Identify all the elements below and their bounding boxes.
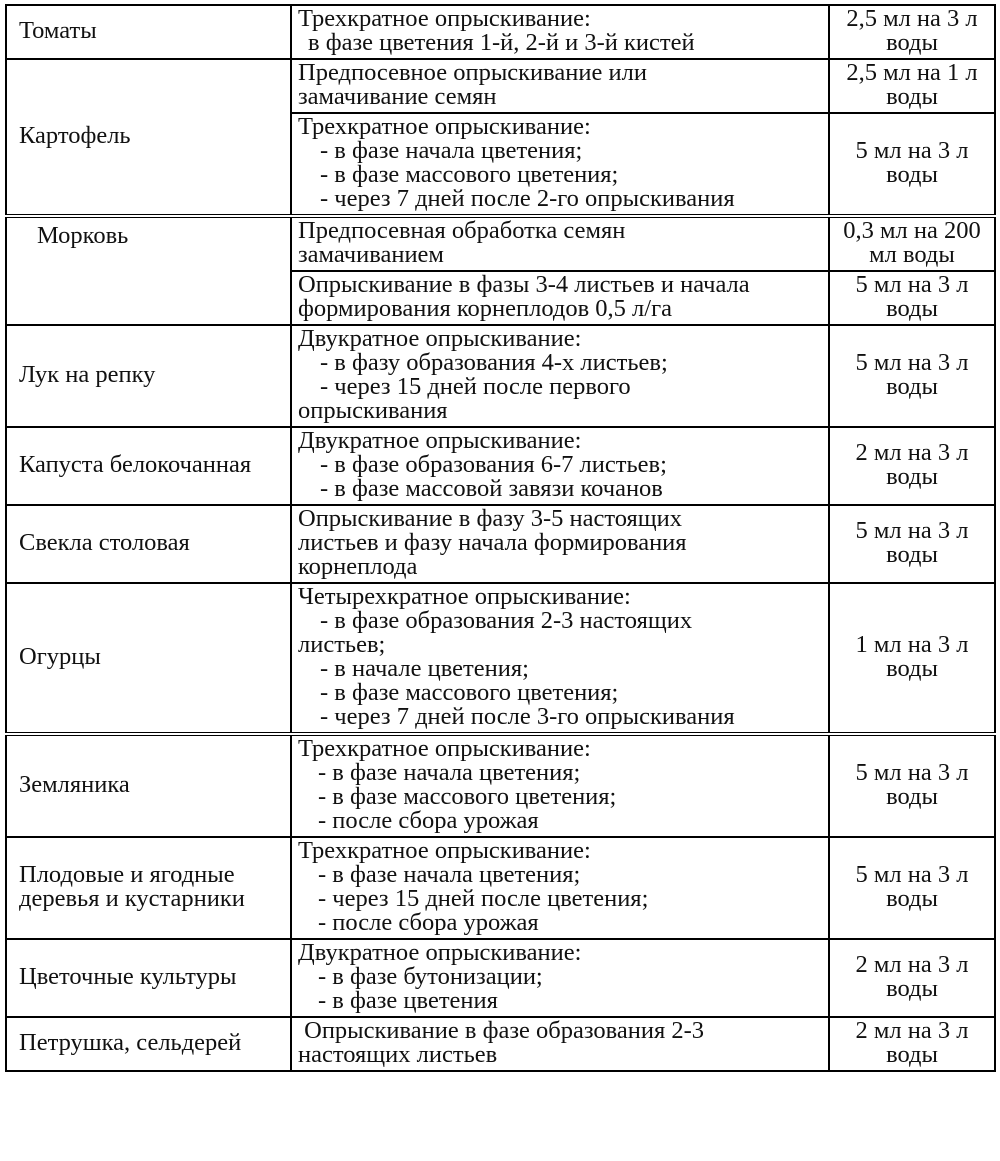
method-line: замачиванием bbox=[298, 241, 444, 268]
method-cell bbox=[291, 427, 829, 505]
dose-cell: 5 мл на 3 л воды bbox=[829, 325, 995, 427]
method-line: Предпосевное опрыскивание или bbox=[298, 59, 647, 86]
table-row bbox=[6, 325, 995, 427]
method-line: Четырехкратное опрыскивание: bbox=[298, 583, 631, 610]
method-line: опрыскивания bbox=[298, 397, 448, 424]
crop-name: Огурцы bbox=[19, 643, 101, 670]
table-row bbox=[6, 216, 995, 271]
method-line: в фазе цветения 1-й, 2-й и 3-й кистей bbox=[308, 29, 695, 56]
treatment-table bbox=[5, 4, 996, 1072]
method-line: - в фазе начала цветения; bbox=[320, 137, 583, 164]
method-line: Двукратное опрыскивание: bbox=[298, 939, 582, 966]
method-cell bbox=[291, 113, 829, 216]
method-line: листьев; bbox=[298, 631, 386, 658]
method-line: - через 15 дней после цветения; bbox=[318, 885, 649, 912]
method-cell bbox=[291, 59, 829, 113]
method-line: Двукратное опрыскивание: bbox=[298, 325, 582, 352]
method-line: - в начале цветения; bbox=[320, 655, 529, 682]
method-line: - после сбора урожая bbox=[318, 807, 539, 834]
method-line: - в фазе образования 6-7 листьев; bbox=[320, 451, 667, 478]
document-page bbox=[5, 4, 996, 1072]
method-cell bbox=[291, 734, 829, 837]
crop-name: Цветочные культуры bbox=[19, 963, 237, 990]
crop-cell bbox=[6, 216, 291, 325]
dose-cell: 2,5 мл на 3 л воды bbox=[829, 5, 995, 59]
dose-cell: 2 мл на 3 л воды bbox=[829, 1017, 995, 1071]
method-line: - в фазе массового цветения; bbox=[318, 783, 617, 810]
dose-cell: 5 мл на 3 л воды bbox=[829, 837, 995, 939]
crop-cell bbox=[6, 505, 291, 583]
method-cell bbox=[291, 837, 829, 939]
method-line: - в фазе бутонизации; bbox=[318, 963, 543, 990]
table-row bbox=[6, 59, 995, 113]
crop-name: Петрушка, сельдерей bbox=[19, 1029, 242, 1056]
method-cell bbox=[291, 271, 829, 325]
method-line: - через 15 дней после первого bbox=[320, 373, 631, 400]
table-row bbox=[6, 837, 995, 939]
dose-cell: 2 мл на 3 л воды bbox=[829, 939, 995, 1017]
dose-cell: 5 мл на 3 л воды bbox=[829, 734, 995, 837]
method-cell bbox=[291, 216, 829, 271]
method-line: Опрыскивание в фазы 3-4 листьев и начала bbox=[298, 271, 750, 298]
method-line: Трехкратное опрыскивание: bbox=[298, 735, 591, 762]
crop-cell bbox=[6, 734, 291, 837]
method-cell bbox=[291, 583, 829, 734]
crop-name: Картофель bbox=[19, 122, 131, 149]
method-line: - в фазу образования 4-х листьев; bbox=[320, 349, 668, 376]
method-line: - в фазе массового цветения; bbox=[320, 161, 619, 188]
method-line: Предпосевная обработка семян bbox=[298, 217, 626, 244]
crop-name: Капуста белокочанная bbox=[19, 451, 252, 478]
crop-cell bbox=[6, 837, 291, 939]
crop-name: Свекла столовая bbox=[19, 529, 190, 556]
method-line: настоящих листьев bbox=[298, 1041, 498, 1068]
table-row bbox=[6, 583, 995, 734]
crop-cell bbox=[6, 1017, 291, 1071]
method-cell bbox=[291, 325, 829, 427]
method-line: Опрыскивание в фазе образования 2-3 bbox=[298, 1017, 705, 1044]
method-line: - в фазе начала цветения; bbox=[318, 861, 581, 888]
method-line: Двукратное опрыскивание: bbox=[298, 427, 582, 454]
method-line: - в фазе образования 2-3 настоящих bbox=[320, 607, 693, 634]
table-row bbox=[6, 734, 995, 837]
crop-cell bbox=[6, 939, 291, 1017]
dose-cell: 0,3 мл на 200 мл воды bbox=[829, 216, 995, 271]
method-cell bbox=[291, 939, 829, 1017]
table-row bbox=[6, 939, 995, 1017]
table-row bbox=[6, 505, 995, 583]
method-cell bbox=[291, 505, 829, 583]
dose-cell: 5 мл на 3 л воды bbox=[829, 113, 995, 216]
method-line: Трехкратное опрыскивание: bbox=[298, 837, 591, 864]
method-line: - в фазе начала цветения; bbox=[318, 759, 581, 786]
method-line: листьев и фазу начала формирования bbox=[298, 529, 687, 556]
method-line: - после сбора урожая bbox=[318, 909, 539, 936]
method-cell bbox=[291, 5, 829, 59]
method-line: корнеплода bbox=[298, 553, 418, 580]
method-line: Трехкратное опрыскивание: bbox=[298, 5, 591, 32]
method-line: - через 7 дней после 3-го опрыскивания bbox=[320, 703, 735, 730]
method-cell bbox=[291, 1017, 829, 1071]
crop-name: Томаты bbox=[19, 17, 97, 44]
method-line: - через 7 дней после 2-го опрыскивания bbox=[320, 185, 735, 212]
dose-cell: 5 мл на 3 л воды bbox=[829, 505, 995, 583]
dose-cell: 5 мл на 3 л воды bbox=[829, 271, 995, 325]
method-line: - в фазе массовой завязи кочанов bbox=[320, 475, 663, 502]
table-row bbox=[6, 427, 995, 505]
crop-cell bbox=[6, 583, 291, 734]
crop-name: Лук на репку bbox=[19, 361, 156, 388]
method-line: Трехкратное опрыскивание: bbox=[298, 113, 591, 140]
table-row bbox=[6, 5, 995, 59]
crop-cell bbox=[6, 325, 291, 427]
method-line: формирования корнеплодов 0,5 л/га bbox=[298, 295, 672, 322]
dose-cell: 1 мл на 3 л воды bbox=[829, 583, 995, 734]
crop-name: Плодовые и ягодные деревья и кустарники bbox=[19, 861, 245, 912]
crop-name: Земляника bbox=[19, 771, 130, 798]
method-line: Опрыскивание в фазу 3-5 настоящих bbox=[298, 505, 683, 532]
crop-cell bbox=[6, 59, 291, 216]
crop-cell bbox=[6, 5, 291, 59]
table-row bbox=[6, 1017, 995, 1071]
method-line: замачивание семян bbox=[298, 83, 497, 110]
dose-cell: 2,5 мл на 1 л воды bbox=[829, 59, 995, 113]
crop-cell bbox=[6, 427, 291, 505]
crop-name: Морковь bbox=[37, 222, 129, 249]
method-line: - в фазе массового цветения; bbox=[320, 679, 619, 706]
method-line: - в фазе цветения bbox=[318, 987, 498, 1014]
dose-cell: 2 мл на 3 л воды bbox=[829, 427, 995, 505]
